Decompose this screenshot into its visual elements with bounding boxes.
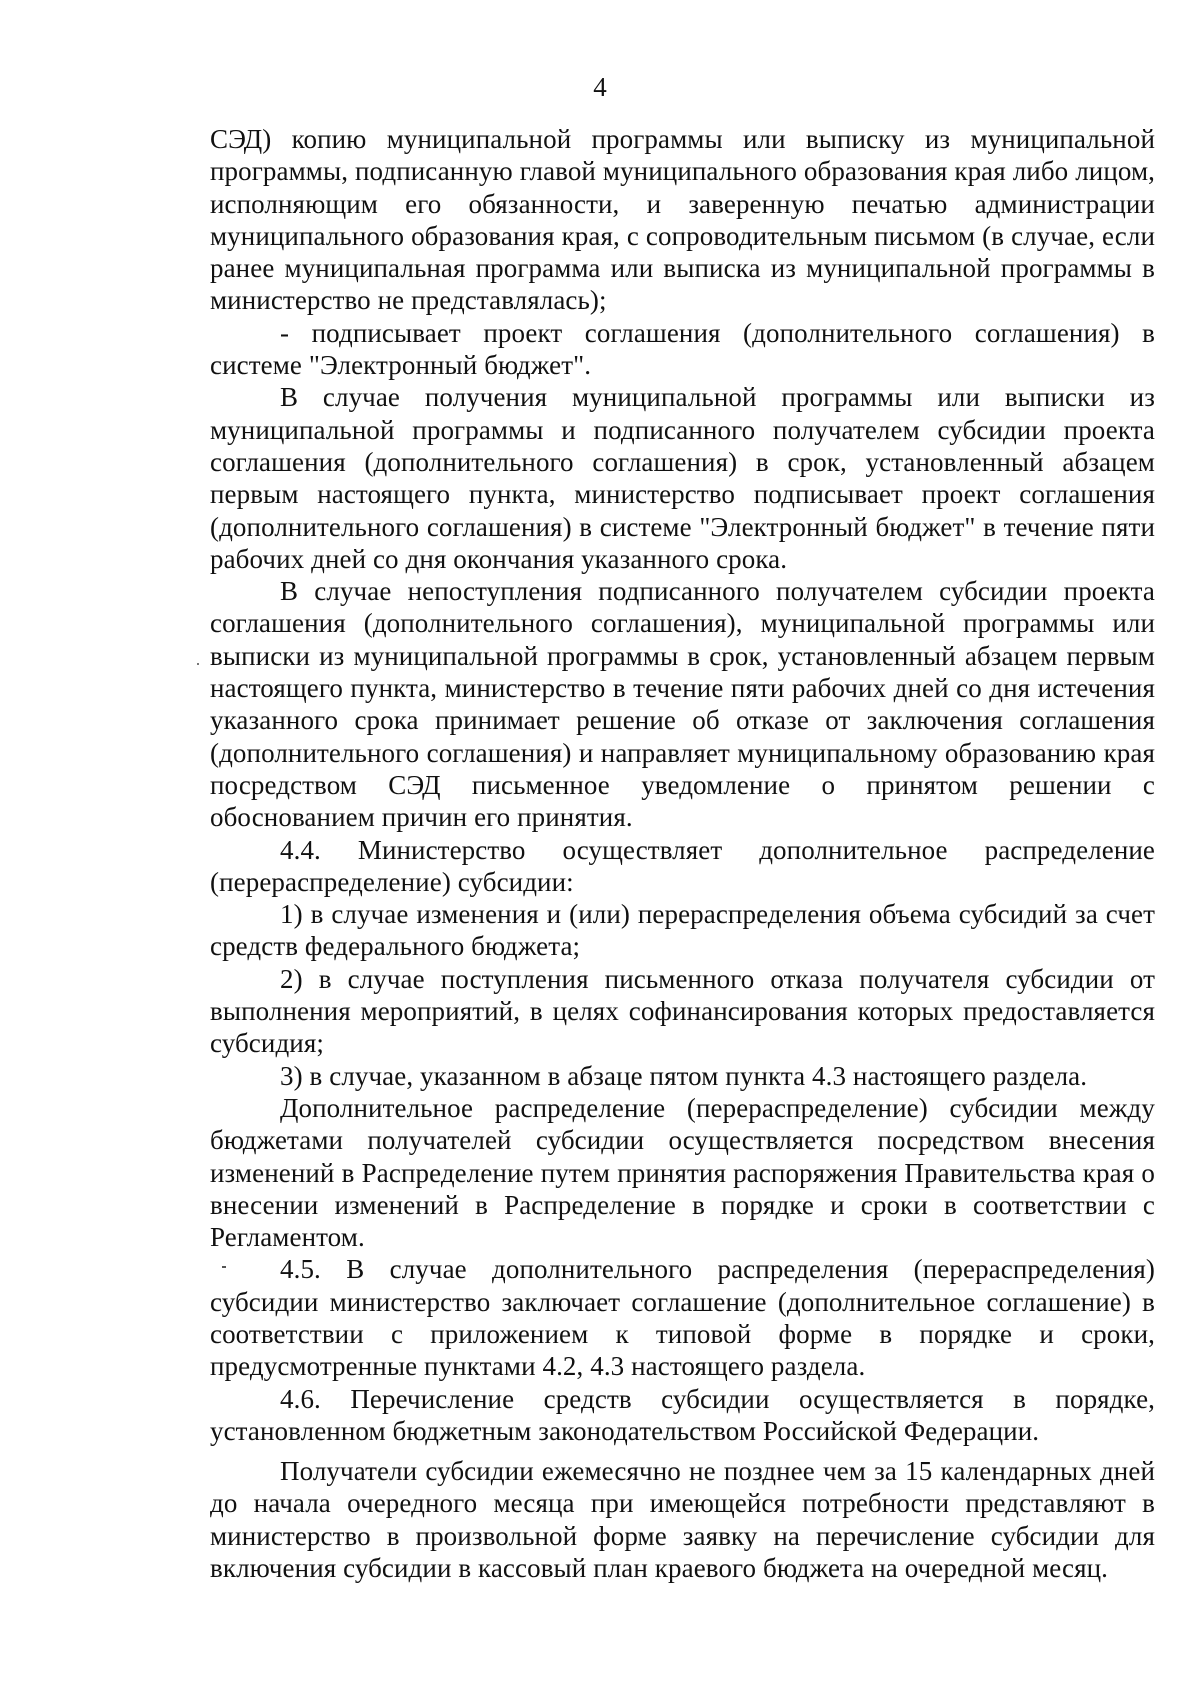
paragraph-sed-copy: СЭД) копию муниципальной программы или выписку из муниципальной программы, подписанную главой муниципального образования края либо лицом, исполняющим его обязанности, и заверенную печатью администрации муниципального образования края, с сопроводительным письмом (в случае, если ранее муниципальная программа или выписка из муниципальной программы в министерство не представлялась); (210, 124, 1155, 316)
document-body (210, 123, 1155, 1584)
paragraph-4-5: 4.5. В случае дополнительного распределения (перераспределения) субсидии министерство заключает соглашение (дополнительное соглашение) в соответствии с приложением к типовой форме в порядке и сроки, предусмотренные пунктами 4.2, 4.3 настоящего раздела. (210, 1254, 1155, 1382)
paragraph-monthly-request: Получатели субсидии ежемесячно не позднее чем за 15 календарных дней до начала очередного месяца при имеющейся потребности представляют в министерство в произвольной форме заявку на перечисление субсидии для включения субсидии в кассовый план краевого бюджета на очередной месяц. (210, 1456, 1155, 1584)
paragraph-non-receipt-case: В случае непоступления подписанного получателем субсидии проекта соглашения (дополнительного соглашения), муниципальной программы или выписки из муниципальной программы в срок, установленный абзацем первым настоящего пункта, министерство в течение пяти рабочих дней со дня истечения указанного срока принимает решение об отказе от заключения соглашения (дополнительного соглашения) и направляет муниципальному образованию края посредством СЭД письменное уведомление о принятом решении с обоснованием причин его принятия. (210, 576, 1155, 833)
page-number: 4 (593, 72, 607, 102)
paragraph-receipt-case: В случае получения муниципальной программы или выписки из муниципальной программы и подписанного получателем субсидии проекта соглашения (дополнительного соглашения) в срок, установленный абзацем первым настоящего пункта, министерство подписывает проект соглашения (дополнительного соглашения) в системе "Электронный бюджет" в течение пяти рабочих дней со дня окончания указанного срока. (210, 382, 1155, 574)
paragraph-signs-project: - подписывает проект соглашения (дополнительного соглашения) в системе "Электронный бюджет". (210, 317, 1155, 381)
paragraph-item-3: 3) в случае, указанном в абзаце пятом пункта 4.3 настоящего раздела. (280, 1060, 1088, 1091)
paragraph-redistribution: Дополнительное распределение (перераспределение) субсидии между бюджетами получателей субсидии осуществляется посредством внесения изменений в Распределение путем принятия распоряжения Правительства края о внесении изменений в Распределение в порядке и сроки в соответствии с Регламентом. (210, 1092, 1155, 1253)
paragraph-item-1: 1) в случае изменения и (или) перераспределения объема субсидий за счет средств федерального бюджета; (210, 899, 1155, 962)
paragraph-4-6: 4.6. Перечисление средств субсидии осуществляется в порядке, установленном бюджетным законодательством Российской Федерации. (210, 1383, 1155, 1446)
paragraph-item-2: 2) в случае поступления письменного отказа получателя субсидии от выполнения мероприятий, в целях софинансирования которых предоставляется субсидия; (210, 963, 1155, 1059)
scan-artifact-mark (197, 663, 199, 665)
paragraph-4-4: 4.4. Министерство осуществляет дополнительное распределение (перераспределение) субсидии: (210, 834, 1155, 897)
